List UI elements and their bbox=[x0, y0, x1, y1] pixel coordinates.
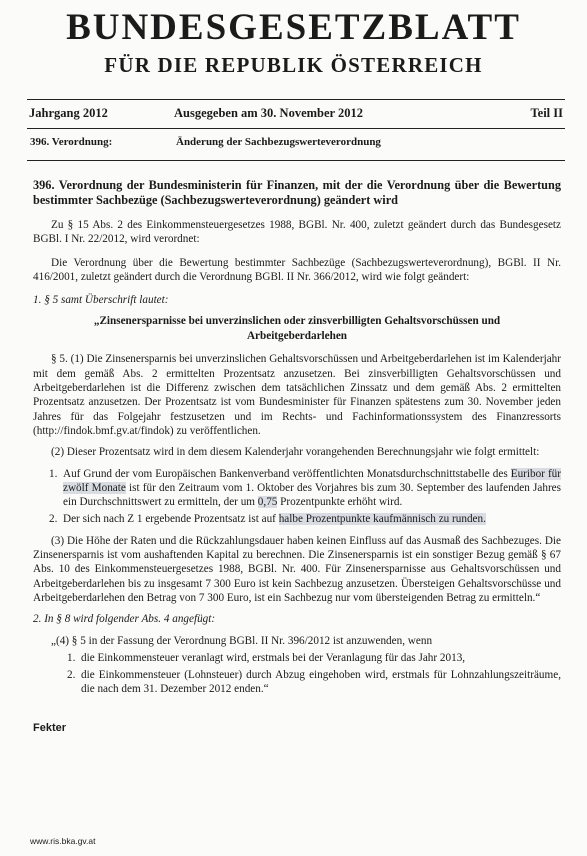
instruction-1: 1. § 5 samt Überschrift lautet: bbox=[33, 294, 169, 307]
instruction-2: 2. In § 8 wird folgender Abs. 4 angefügt: bbox=[33, 613, 216, 626]
issue-date: Ausgegeben am 30. November 2012 bbox=[174, 106, 363, 120]
paragraph-3: (3) Die Höhe der Raten und die Rückzahlungsdauer haben keinen Einfluss auf das Ausmaß des Sachbezuges. Die Zinsenersparnis ist vom aushaftenden Kapital zu berechnen. Die Zinsenersparnis ist ein sonstiger Bezug gemäß § 67 Abs. 10 des Einkommensteuergesetzes 1988, BGBl. Nr. 400. Für Zinsenersparnisse aus Gehaltsvorschüssen und Arbeitgeberdarlehen bis zu insgesamt 7 300 Euro ist kein Sachbezug anzusetzen. Übersteigen Gehaltsvorschüsse und Arbeitgeberdarlehen den Betrag von 7 300 Euro, ist ein Sachbezug nur vom übersteigenden Betrag zu ermitteln.“ bbox=[33, 534, 561, 604]
masthead-title: BUNDESGESETZBLATT bbox=[66, 7, 521, 48]
intro-paragraph: Zu § 15 Abs. 2 des Einkommensteuergesetzes 1988, BGBl. Nr. 400, zuletzt geändert durch das Bundesgesetz BGBl. I Nr. 22/2012, wird verordnet: bbox=[33, 219, 561, 246]
list-text: ist für den Zeitraum vom 1. Oktober des Vorjahres bis zum 30. September des laufenden Jahres ein Durchschnittswert zu ermitteln, der um bbox=[63, 481, 561, 509]
paragraph-4: „(4) § 5 in der Fassung der Verordnung BGBl. II Nr. 396/2012 ist anzuwenden, wenn bbox=[51, 634, 433, 647]
highlighted-text: halbe Prozentpunkte kaufmännisch zu runden. bbox=[278, 513, 486, 526]
issue-bar bbox=[27, 99, 565, 129]
list-number: 2. bbox=[67, 669, 76, 682]
quote-block bbox=[33, 634, 561, 697]
paragraph-1: § 5. (1) Die Zinsenersparnis bei unverzinslichen Gehaltsvorschüssen und Arbeitgeberdarlehen ist im Kalenderjahr mit dem gemäß Abs. 2 ermittelten Prozentsatz anzusetzen. Bei zinsverbilligten Gehaltsvorschüssen und Arbeitgeberdarlehen ist die Differenz zwischen dem tatsächlichen Zinssatz und dem gemäß Abs. 2 ermittelten Prozentsatz anzusetzen. Der Prozentsatz ist vom Bundesminister für Finanzen spätestens zum 30. November jeden Jahres für das Folgejahr festzusetzen und im Rechts- und Fachinformationssystem des Finanzressorts (http://findok.bmf.gv.at/findok) zu veröffentlichen. bbox=[33, 353, 561, 437]
issue-part: Teil II bbox=[530, 106, 563, 120]
list-number: 2. bbox=[49, 513, 58, 526]
section-title: „Zinsenersparnisse bei unverzinslichen oder zinsverbilligten Gehaltsvorschüssen und Arbeitgeberdarlehen bbox=[93, 315, 501, 342]
paragraph-2: (2) Dieser Prozentsatz wird in dem diesem Kalenderjahr vorangehenden Berechnungsjahr wie folgt ermittelt: bbox=[51, 446, 540, 459]
signature: Fekter bbox=[33, 721, 67, 734]
masthead-subtitle: FÜR DIE REPUBLIK ÖSTERREICH bbox=[104, 53, 483, 77]
list-text: die Einkommensteuer veranlagt wird, erstmals bei der Veranlagung für das Jahr 2013, bbox=[81, 651, 466, 664]
list-number: 1. bbox=[67, 651, 76, 664]
list-text: Prozentpunkte erhöht wird. bbox=[277, 496, 403, 509]
subject-row bbox=[27, 127, 565, 161]
ordinance-heading: 396. Verordnung der Bundesministerin für Finanzen, mit der die Verordnung über die Bewertung bestimmter Sachbezüge (Sachbezugswerteverordnung) geändert wird bbox=[33, 178, 561, 207]
footer-url[interactable]: www.ris.bka.gv.at bbox=[30, 836, 96, 846]
subject-number: 396. Verordnung: bbox=[30, 136, 113, 148]
highlighted-text: 0,75 bbox=[257, 496, 278, 509]
amend-intro-paragraph: Die Verordnung über die Bewertung bestimmter Sachbezüge (Sachbezugswerteverordnung), BGBl. II Nr. 416/2001, zuletzt geändert durch die Verordnung BGBl. II Nr. 366/2012, wird wie folgt geändert: bbox=[33, 256, 561, 283]
subject-title: Änderung der Sachbezugswerteverordnung bbox=[176, 136, 381, 148]
paragraph-2-list bbox=[33, 467, 561, 527]
masthead bbox=[0, 0, 587, 78]
paragraph-4-list bbox=[51, 651, 561, 697]
highlighted-text: Euribor für zwölf Monate bbox=[63, 467, 561, 494]
list-item bbox=[33, 467, 561, 510]
list-item bbox=[33, 512, 561, 526]
list-number: 1. bbox=[49, 467, 58, 480]
list-item bbox=[51, 668, 561, 697]
list-item bbox=[51, 651, 561, 665]
issue-year: Jahrgang 2012 bbox=[29, 106, 108, 120]
list-text: Der sich nach Z 1 ergebende Prozentsatz ist auf bbox=[63, 513, 279, 526]
list-text: die Einkommensteuer (Lohnsteuer) durch Abzug eingehoben wird, erstmals für Lohnzahlungszeiträume, die nach dem 31. Dezember 2012 enden.“ bbox=[81, 669, 561, 696]
list-text: Auf Grund der vom Europäischen Bankenverband veröffentlichten Monatsdurchschnittstabelle des bbox=[63, 467, 511, 480]
document-body bbox=[33, 178, 561, 735]
